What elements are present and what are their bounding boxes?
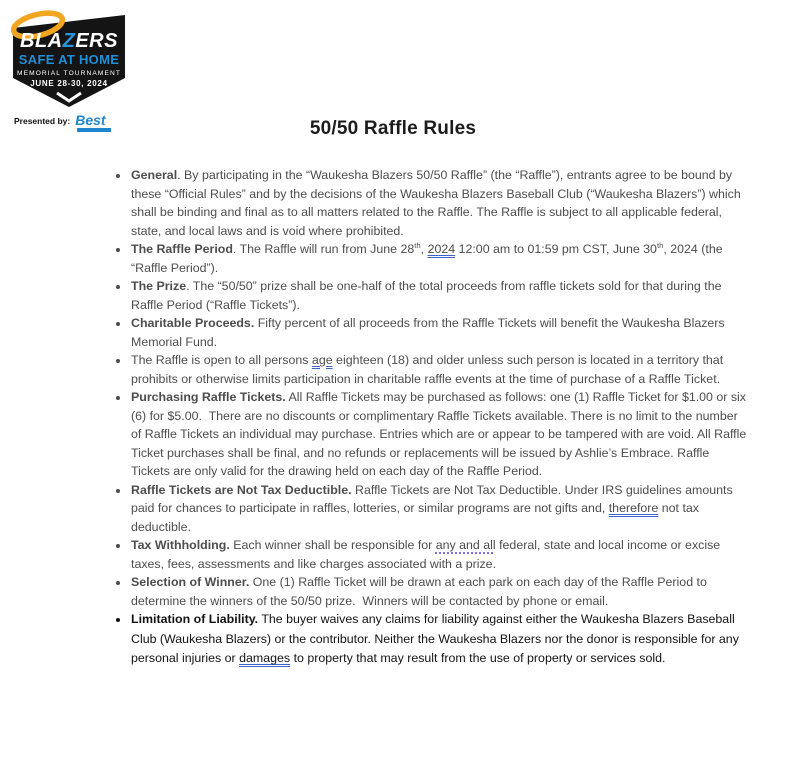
rule-item	[130, 481, 748, 537]
rule-text-segment: The Prize	[131, 279, 187, 293]
event-logo	[8, 8, 134, 132]
rule-text-segment: not tax deductible.	[131, 501, 699, 534]
rule-text-segment: Selection of Winner.	[131, 575, 250, 589]
rule-item	[130, 314, 748, 351]
rule-text-segment: One (1) Raffle Ticket will be drawn at each park on each day of the Raffle Period to determine the winners of the 50/50 prize. Winners will be contacted by phone or email.	[131, 575, 707, 608]
logo-event-dates: JUNE 28-30, 2024	[30, 79, 108, 88]
rule-text-segment: The Raffle Period	[131, 242, 233, 256]
rule-item	[130, 610, 748, 669]
sponsor-wordmark: Best	[75, 112, 106, 128]
rule-item	[130, 240, 748, 277]
rule-text-segment: damages	[239, 651, 291, 666]
rule-text-segment: . The “50/50” prize shall be one-half of the total proceeds from raffle tickets sold for that during the Raffle Period (“Raffle Tickets”).	[131, 279, 722, 312]
rule-item	[130, 536, 748, 573]
rule-text-segment: therefore	[608, 501, 659, 515]
rule-text-segment: Purchasing Raffle Tickets.	[131, 390, 286, 404]
rule-text-segment: Fifty percent of all proceeds from the Raffle Tickets will benefit the Waukesha Blazers Memorial Fund.	[131, 316, 725, 349]
rule-text-segment: eighteen (18) and older unless such person is located in a territory that prohibits or otherwise limits participation in charitable raffle events at the time of purchase of a Raffle Ticket.	[131, 353, 724, 386]
rule-text-segment: to property that may result from the use of property or services sold.	[290, 651, 666, 666]
rule-text-segment: Charitable Proceeds.	[131, 316, 255, 330]
rule-text-segment: th	[414, 240, 421, 250]
rules-list	[108, 166, 748, 669]
rule-text-segment: Limitation of Liability.	[131, 612, 259, 626]
rule-text-segment: , 2024 (the “Raffle Period”).	[131, 242, 723, 275]
rule-item	[130, 573, 748, 610]
rule-text-segment: 12:00 am to 01:59 pm CST, June 30	[455, 242, 657, 256]
blazers-safe-at-home-badge-icon	[8, 8, 130, 110]
lightning-bolt-icon: Z	[62, 30, 76, 52]
document-body	[108, 166, 748, 669]
logo-memorial-tournament: MEMORIAL TOURNAMENT	[17, 70, 121, 77]
rule-text-segment: any and all	[435, 538, 496, 552]
rule-item	[130, 388, 748, 481]
rule-text-segment: The buyer waives any claims for liability against either the Waukesha Blazers Baseball Club (Waukesha Blazers) or the contributor. Neither the Waukesha Blazers nor the donor is responsible for any personal injuries or	[131, 612, 739, 666]
logo-wordmark	[20, 30, 118, 52]
rule-text-segment: 2024	[427, 242, 456, 256]
rule-text-segment: Raffle Tickets are Not Tax Deductible.	[131, 482, 352, 497]
logo-wordmark-post: ERS	[75, 30, 118, 52]
rule-text-segment: Raffle Tickets are Not Tax Deductible. Under IRS guidelines amounts paid for chances to participate in raffles, lotteries, or similar programs are not gifts and,	[131, 482, 733, 515]
page-title: 50/50 Raffle Rules	[309, 118, 477, 139]
rule-text-segment: . The Raffle will run from June 28	[232, 242, 415, 256]
rule-text-segment: age	[311, 353, 333, 367]
rule-item	[130, 166, 748, 240]
presented-by-label: Presented by:	[14, 116, 71, 126]
rule-text-segment: General	[131, 168, 178, 182]
rule-text-segment: Tax Withholding.	[131, 538, 230, 552]
rule-text-segment: th	[656, 240, 664, 250]
rule-item	[130, 277, 748, 314]
rule-text-segment: federal, state and local income or excise taxes, fees, assessments and like charges associated with a prize.	[131, 538, 721, 571]
rule-text-segment: ,	[420, 242, 428, 256]
rule-text-segment: Each winner shall be responsible for	[229, 538, 436, 552]
logo-subtitle: SAFE AT HOME	[18, 52, 120, 67]
rule-item	[130, 351, 748, 388]
logo-wordmark-pre: BLA	[20, 30, 63, 52]
rule-text-segment: All Raffle Tickets may be purchased as follows: one (1) Raffle Ticket for $1.00 or six (6) for $5.00. There are no discounts or complimentary Raffle Tickets available. There is no limit to the number of Raffle Tickets an individual may purchase. Entries which are or appear to be tampered with are void. All Raffle Ticket purchases shall be final, and no refunds or replacements will be issued by Ashlie’s Embrace. Raffle Tickets are only valid for the drawing held on each day of the Raffle Period.	[131, 390, 747, 478]
rule-text-segment: . By participating in the “Waukesha Blazers 50/50 Raffle” (the “Raffle”), entrants agree to be bound by these “Official Rules” and by the decisions of the Waukesha Blazers Baseball Club (“Waukesha Blazers”) which shall be binding and final as to all matters related to the Raffle. The Raffle is subject to all applicable federal, state, and local laws and is void where prohibited.	[131, 168, 741, 238]
rule-text-segment: The Raffle is open to all persons	[131, 353, 312, 367]
